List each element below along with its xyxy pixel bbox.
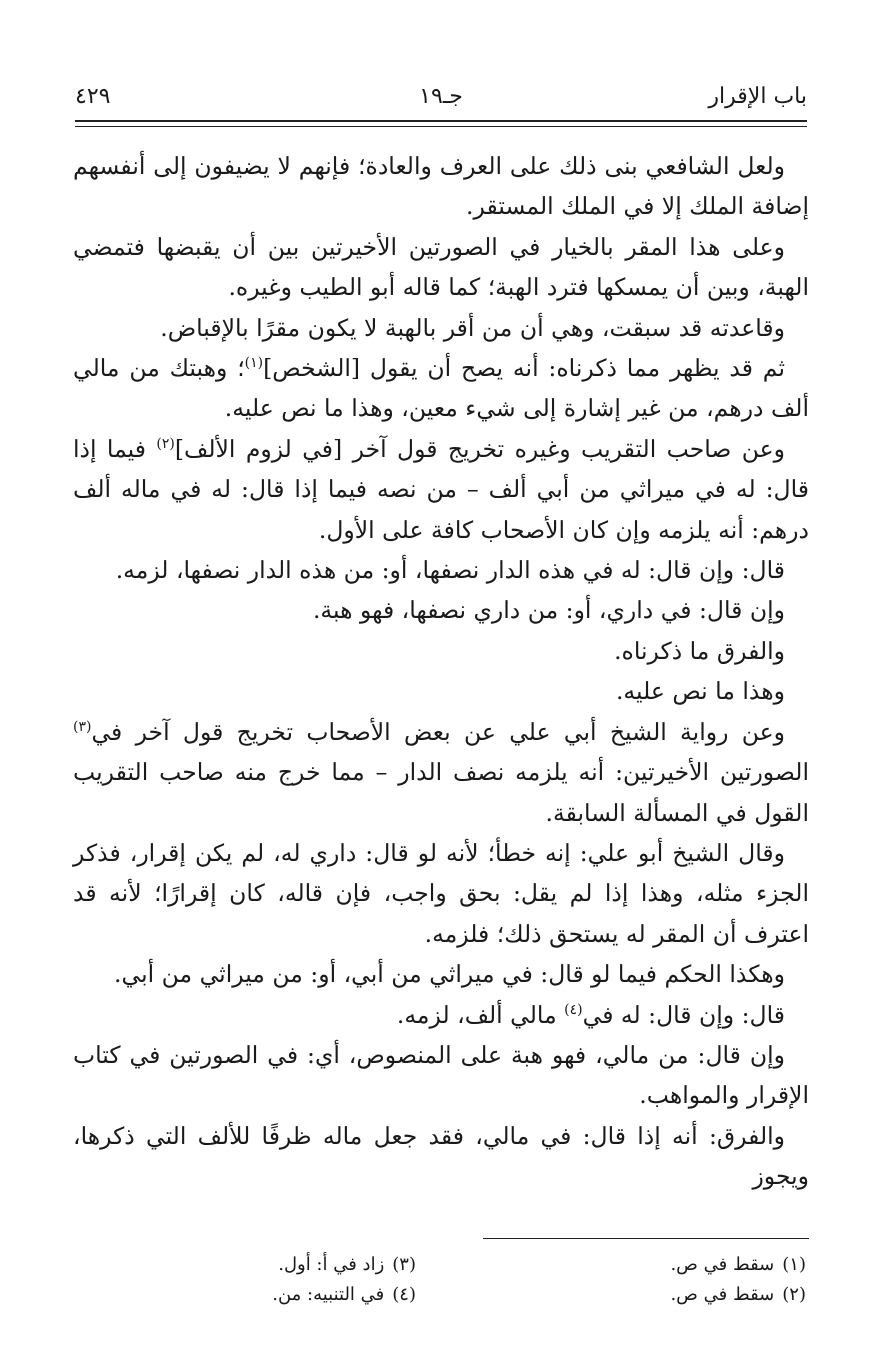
volume-number: جـ١٩ — [419, 84, 463, 109]
paragraph-text: وعن رواية الشيخ أبي علي عن بعض الأصحاب تخريج قول آخر في — [91, 717, 785, 746]
footnote-item — [166, 1250, 416, 1280]
footnote-text: سقط في ص. — [670, 1254, 775, 1275]
footnote-item — [556, 1280, 806, 1310]
paragraph — [73, 429, 809, 550]
header-rule-thin — [75, 126, 807, 127]
header-rule — [75, 120, 807, 122]
paragraph: والفرق: أنه إذا قال: في مالي، فقد جعل ماله ظرفًا للألف التي ذكرها، ويجوز — [73, 1121, 809, 1191]
paragraph: وهكذا الحكم فيما لو قال: في ميراثي من أبي، أو: من ميراثي من أبي. — [114, 960, 785, 989]
footnote-text: زاد في أ: أول. — [278, 1254, 385, 1275]
footnote-item — [556, 1250, 806, 1280]
paragraph-text: مالي ألف، لزمه. — [396, 1000, 565, 1029]
footnote-column — [166, 1250, 416, 1310]
paragraph — [73, 348, 809, 429]
paragraph — [73, 712, 809, 833]
footnote-item — [166, 1280, 416, 1310]
footnote-number: (١) — [782, 1254, 806, 1275]
footnote-marker[interactable]: (٢) — [156, 436, 175, 453]
paragraph: والفرق ما ذكرناه. — [614, 636, 785, 665]
paragraph: قال: وإن قال: له في هذه الدار نصفها، أو: من هذه الدار نصفها، لزمه. — [115, 556, 785, 585]
footnote-text: سقط في ص. — [670, 1284, 775, 1305]
paragraph: وعلى هذا المقر بالخيار في الصورتين الأخيرتين بين أن يقبضها فتمضي الهبة، وبين أن يمسكها فترد الهبة؛ كما قاله أبو الطيب وغيره. — [73, 232, 809, 302]
paragraph-text: ؛ وهبتك من مالي ألف درهم، من غير إشارة إلى شيء معين، وهذا ما نص عليه. — [73, 354, 809, 423]
paragraph-text: الصورتين الأخيرتين: أنه يلزمه نصف الدار – مما خرج منه صاحب التقريب القول في المسألة السابقة. — [73, 758, 809, 827]
paragraph: وقال الشيخ أبو علي: إنه خطأ؛ لأنه لو قال: داري له، لم يكن إقرار، فذكر الجزء مثله، وهذا إذا لم يقل: بحق واجب، فإن قاله، كان إقرارًا؛ لأنه قد اعترف أن المقر له يستحق ذلك؛ فلزمه. — [73, 838, 809, 948]
paragraph-text: فيما إذا قال: له في ميراثي من أبي ألف – من نصه فيما إذا قال: له في ماله ألف درهم: أنه يلزمه وإن كان الأصحاب كافة على الأول. — [73, 434, 809, 544]
paragraph-text: ثم قد يظهر مما ذكرناه: أنه يصح أن يقول [الشخص] — [263, 354, 785, 383]
paragraph-text: قال: وإن قال: له في — [582, 1000, 785, 1029]
footnote-text: في التنبيه: من. — [272, 1284, 385, 1305]
running-title: باب الإقرار — [708, 84, 807, 109]
paragraph-text: وعن صاحب التقريب وغيره تخريج قول آخر [في لزوم الألف] — [174, 434, 785, 463]
main-text — [73, 146, 809, 1197]
footnote-number: (٣) — [392, 1254, 416, 1275]
paragraph: وإن قال: في داري، أو: من داري نصفها، فهو هبة. — [312, 596, 785, 625]
paragraph: وقاعدته قد سبقت، وهي أن من أقر بالهبة لا يكون مقرًا بالإقباض. — [160, 313, 785, 342]
footnote-marker[interactable]: (٣) — [73, 718, 92, 735]
footnote-marker[interactable]: (١) — [244, 355, 264, 372]
footnote-number: (٢) — [782, 1284, 806, 1305]
footnote-column — [556, 1250, 806, 1310]
paragraph: ولعل الشافعي بنى ذلك على العرف والعادة؛ فإنهم لا يضيفون إلى أنفسهم إضافة الملك إلا في الملك المستقر. — [73, 152, 809, 221]
paragraph: وهذا ما نص عليه. — [615, 677, 785, 706]
page-number: ٤٢٩ — [75, 84, 111, 109]
footnote-number: (٤) — [392, 1284, 416, 1305]
footnote-marker[interactable]: (٤) — [564, 1001, 583, 1018]
page-header — [75, 84, 807, 118]
footnote-rule — [483, 1238, 809, 1239]
paragraph: وإن قال: من مالي، فهو هبة على المنصوص، أي: في الصورتين في كتاب الإقرار والمواهب. — [73, 1040, 809, 1110]
paragraph — [73, 995, 809, 1035]
